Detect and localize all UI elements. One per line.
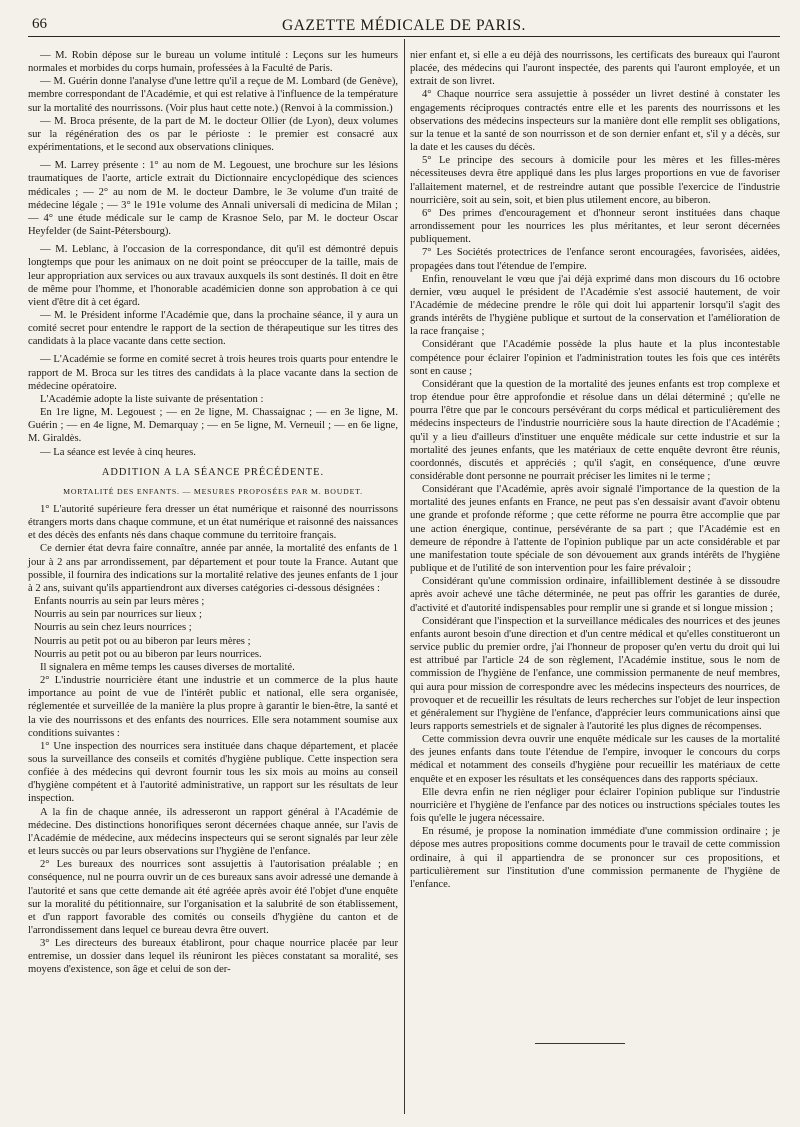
list-item: Nourris au sein par nourrices sur lieux ; [34,609,202,621]
paragraph-bureaux: 2° Les bureaux des nourrices sont assujettis à l'autorisation préalable ; en conséquence, nul ne pourra ouvrir un de ces bureaux sans avoir adressé une demande à l'autorité et sans que cette demande ait été agréée après avoir été l'objet d'une enquête sur la moralité du pétitionnaire, sur l'organisation et la salubrité de son établissement, et d'un rapport favorable des comités ou conseils d'hygiène du canton et de l'arrondissement dans lequel ce bureau devra être ouvert. [28,859,398,936]
paragraph-liste: L'Académie adopte la liste suivante de présentation : [40,393,264,405]
column-divider [404,39,405,1114]
paragraph-considerant-4: Considérant qu'une commission ordinaire, infailliblement destinée à se dissoudre après avoir achevé une tâche déterminée, ne peut pas offrir les garanties de durée, d'activité et d'autorité indispensables pour remplir une si grande et si longue mission ; [410,576,780,614]
paragraph-lignes: En 1re ligne, M. Legouest ; — en 2e ligne, M. Chassaignac ; — en 3e ligne, M. Guérin ; — en 4e ligne, M. Demarquay ; — en 5e ligne, M. Verneuil ; — en 6e ligne, M. Giraldès. [28,407,398,445]
paragraph-point-2: 2° L'industrie nourricière étant une industrie et un commerce de la plus haute importance au point de vue de l'intérêt public et national, elle sera organisée, réglementée et surveillée de la manière la plus propre à garantir le bien-être, la santé et la vie des nourrissons et des enfants des nourrices. Elle sera notamment soumise aux conditions suivantes : [28,675,398,739]
paragraph-considerant-1: Considérant que l'Académie possède la plus haute et la plus incontestable compétence pour éclairer l'opinion et l'administration toutes les fois que ces intérêts sont en cause ; [410,339,780,377]
paragraph-point-1: 1° L'autorité supérieure fera dresser un état numérique et raisonné des nourrissons étrangers morts dans chaque commune, et un état numérique et raisonné des naissances et des décès des enfants nés dans chaque commune du territoire français. [28,504,398,542]
paragraph-en-resume: En résumé, je propose la nomination immédiate d'une commission ordinaire ; je dépose mes autres propositions comme documents pour le travail de cette commission ordinaire, à qui il appartiendra de se prononcer sur ces propositions, et particulièrement sur l'institution d'une commission permanente de l'hygiène de l'enfance. [410,826,780,890]
paragraph-larrey: — M. Larrey présente : 1° au nom de M. Legouest, une brochure sur les lésions traumatiques de l'aorte, article extrait du Dictionnaire encyclopédique des sciences médicales ; — 2° au nom de M. le docteur Dambre, le 3e volume d'un traité de médecine légale ; — 3° le 191e volume des Annali universali di medicina de Milan ; — 4° une étude médicale sur le camp de Krasnoe Selo, par M. le docteur Oscar Heyfelder (de Saint-Pétersbourg). [28,160,398,238]
paragraph-continuation: nier enfant et, si elle a eu déjà des nourrissons, les certificats des bureaux qui l'auront placée, des médecins qui l'auront inspectée, des parents qui l'auront employée, et un extrait de son livret. [410,50,780,88]
paragraph-comite-secret: — L'Académie se forme en comité secret à trois heures trois quarts pour entendre le rapport de M. Broca sur les titres des candidats à la place vacante dans la section de médecine opératoire. [28,354,398,392]
paragraph-point-7: 7° Les Sociétés protectrices de l'enfance seront encouragées, favorisées, aidées, propagées dans tout l'étendue de l'empire. [410,247,780,272]
paragraph-considerant-2: Considérant que la question de la mortalité des jeunes enfants est trop complexe et trop étendue pour être approfondie et résolue dans un délai déterminé ; qu'elle ne pourra l'être que par le concours persévérant du corps médical et particulièrement des médecins inspecteurs de l'industrie nourricière sous la haute direction de l'Académie ; qu'il y a lieu d'ailleurs d'instituer une enquête médicale sur cette industrie et sur la mortalité des jeunes enfants, que les matériaux de cette enquête devront être réunis, coordonnés, discutés et appréciés ; qu'il s'agit, en conséquence, d'une œuvre considérable dont personne ne pourrait préciser les limites ni le terme ; [410,378,780,482]
list-item: Nourris au petit pot ou au biberon par leurs nourrices. [34,648,262,660]
paragraph-leblanc: — M. Leblanc, à l'occasion de la correspondance, dit qu'il est démontré depuis longtemps que pour les animaux on ne doit point se préoccuper de la taille, mais de leur appropriation aux services ou aux travaux auxquels ils sont destinés. Il doit en être de même pour l'homme, et l'honorable académicien donne son approbation à ce qui vient d'être dit à cet égard. [28,244,398,308]
subsection-title: MORTALITÉ DES ENFANTS. — MESURES PROPOSÉES PAR M. BOUDET. [63,486,363,496]
list-item: Enfants nourris au sein par leurs mères ; [34,596,205,608]
paragraph-point-4: 4° Chaque nourrice sera assujettie à posséder un livret destiné à constater les engagements réciproques contractés entre elle et les parents des nourrissons et les observations des médecins inspecteurs sur la manière dont elle remplit ses obligations, sur la tenue et la santé de son nourrisson et de son dernier enfant et, s'il y a décès, sur la date et les causes du décès. [410,89,780,154]
paragraph-robin: — M. Robin dépose sur le bureau un volume intitulé : Leçons sur les humeurs normales et morbides du corps humain, professées à la Faculté de Paris. [28,50,398,75]
paragraph-causes: Il signalera en même temps les causes diverses de mortalité. [40,661,295,673]
paragraph-guerin: — M. Guérin donne l'analyse d'une lettre qu'il a reçue de M. Lombard (de Genève), membre correspondant de l'Académie, et qui est relative à l'influence de la température sur la mortalité des nourrissons. (Voir plus haut cette note.) (Renvoi à la commission.) [28,76,398,114]
section-title: ADDITION A LA SÉANCE PRÉCÉDENTE. [101,466,325,478]
list-item: Nourris au sein chez leurs nourrices ; [34,622,192,634]
page-header [28,14,780,37]
paragraph-considerant-5: Considérant que l'inspection et la surveillance médicales des nourrices et des jeunes enfants auront besoin d'une direction et d'un centre médical et qu'elles constitueront un service public du premier ordre, j'ai l'honneur de proposer qu'en vertu du droit qui lui est attribué par l'article 24 de son règlement, l'Académie institue, sous le nom de commission de l'hygiène de l'enfance, une commission permanente de neuf membres, qui aura pour mission de correspondre avec les médecins inspecteurs des nourrices, de provoquer et de recueillir les résultats de leurs recherches sur l'objet de leur inspection et généralement sur l'hygiène de l'enfance, d'apprécier leurs communications ainsi que leurs rapports semestriels et de signaler à l'autorité les plus dignes de récompenses. [410,615,780,732]
paragraph-point-6: 6° Des primes d'encouragement et d'honneur seront instituées dans chaque arrondissement pour les nourrices les plus méritantes, et leur seront décernées publiquement. [410,207,780,246]
journal-title: GAZETTE MÉDICALE DE PARIS. [281,17,527,34]
two-column-body [28,49,780,1119]
left-column [28,49,398,1113]
paragraph-directeurs: 3° Les directeurs des bureaux établiront, pour chaque nourrice placée par leur entremise, un dossier dans lequel ils réuniront les pièces constatant sa moralité, ses moyens d'existence, son âge et celui de son der- [28,938,398,976]
paragraph-inspection: 1° Une inspection des nourrices sera instituée dans chaque département, et placée sous la surveillance des conseils et comités d'hygiène publique. Cette inspection sera confiée à des médecins qui devront fournir tous les six mois au moins au conseil d'hygiène compétent et à l'autorité administrative, un rapport sur les résultats de leur inspection. [28,740,398,805]
list-item: Nourris au petit pot ou au biberon par leurs mères ; [34,635,251,647]
right-column [410,49,780,890]
page-number: 66 [32,16,47,32]
paragraph-elle-devra: Elle devra enfin ne rien négliger pour éclairer l'opinion publique sur l'industrie nourricière et l'hygiène de l'enfance par des notices ou instructions spéciales toutes les fois qu'elle le jugera nécessaire. [410,786,780,825]
category-list [28,595,398,661]
paragraph-etat: Ce dernier état devra faire connaître, année par année, la mortalité des enfants de 1 jour à 2 ans par arrondissement, par département et pour toute la France. Autant que possible, il fournira des indications sur la mortalité relative des jeunes enfants de 1 jour à 2 ans, suivant qu'ils appartiendront aux diverses catégories ci-dessous désignées : [28,543,398,594]
paragraph-point-5: 5° Le principe des secours à domicile pour les mères et les filles-mères nécessiteuses devra être appliqué dans les plus larges proportions en vue de favoriser l'allaitement maternel, et de restreindre autant que possible l'exercice de l'industrie nourricière, soit au sein, soit, et bien plus utilement encore, au biberon. [410,155,780,206]
paragraph-seance-levee: — La séance est levée à cinq heures. [40,446,196,458]
paragraph-rapport: A la fin de chaque année, ils adresseront un rapport général à l'Académie de médecine. Des distinctions honorifiques seront décernées chaque année, sur l'avis de l'Académie de médecine, aux médecins inspecteurs qui se seront signalés par leur zèle et leurs succès ou par leurs observations sur l'hygiène de l'enfance. [28,806,398,858]
end-rule [535,1043,625,1044]
paragraph-broca: — M. Broca présente, de la part de M. le docteur Ollier (de Lyon), deux volumes sur la régénération des os par le périoste : le premier est consacré aux expérimentations, et le second aux observations cliniques. [28,115,398,154]
paragraph-enfin: Enfin, renouvelant le vœu que j'ai déjà exprimé dans mon discours du 16 octobre dernier, vœu auquel le président de l'Académie s'est associé hautement, de voir l'Académie de médecine prendre le rôle qui doit lui appartenir lorsqu'il s'agit des grands intérêts de l'hygiène publique et surtout de la conservation et l'amélioration de la race française ; [410,273,780,338]
paragraph-commission: Cette commission devra ouvrir une enquête médicale sur les causes de la mortalité des jeunes enfants dans toute l'étendue de l'empire, invoquer le concours du corps médical et notamment des conseils d'hygiène pour recueillir les matériaux de cette enquête et en exposer les résultats et les conséquences dans des rapports spéciaux. [410,734,780,785]
paragraph-president: — M. le Président informe l'Académie que, dans la prochaine séance, il y aura un comité secret pour entendre le rapport de la section de thérapeutique sur les titres des candidats à la place vacante dans cette section. [28,309,398,348]
paragraph-considerant-3: Considérant que l'Académie, après avoir signalé l'importance de la question de la mortalité des jeunes enfants en France, ne peut pas s'en dessaisir avant d'avoir obtenu une grande et profonde réforme ; que cette réforme ne pourra être accomplie que par une action énergique, continue, persévérante de sa part ; que l'Académie est en demeure de répondre à l'attente de l'opinion publique par un acte considérable et par une manifestation toute spéciale de son dévouement aux grands intérêts de l'hygiène publique et de l'utilité de son intervention pour les faire prévaloir ; [410,484,780,575]
